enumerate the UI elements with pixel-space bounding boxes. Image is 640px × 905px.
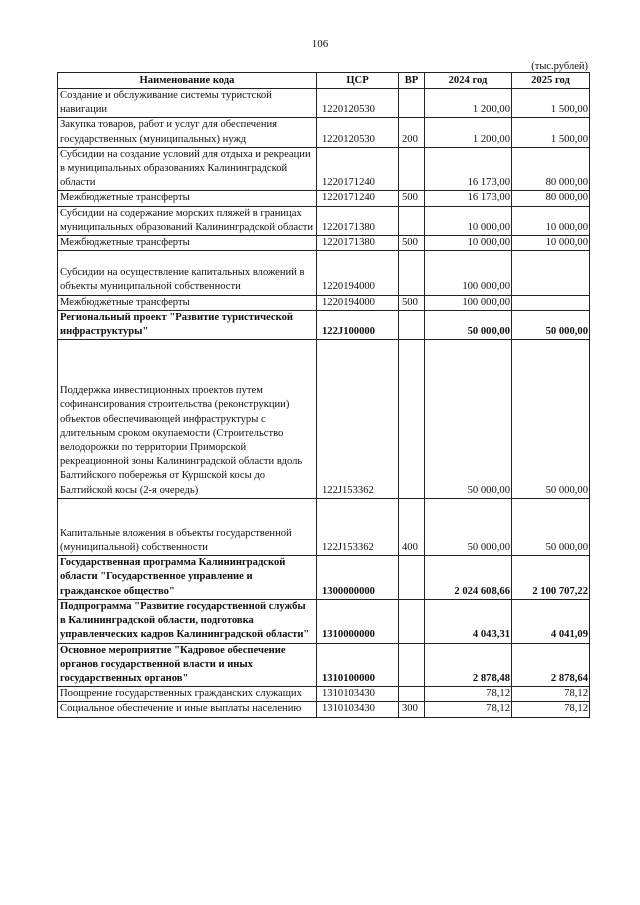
row-code: 1220194000 <box>317 251 399 295</box>
row-value-2024: 16 173,00 <box>425 147 512 191</box>
row-code: 1220171240 <box>317 191 399 206</box>
row-value-2025: 80 000,00 <box>512 191 590 206</box>
row-value-2024: 2 024 608,66 <box>425 556 512 600</box>
row-value-2024: 2 878,48 <box>425 643 512 687</box>
table-row <box>58 340 590 499</box>
table-row <box>58 702 590 717</box>
row-code: 122J153362 <box>317 340 399 499</box>
row-name: Социальное обеспечение и иные выплаты населению <box>58 702 317 717</box>
row-name: Создание и обслуживание системы туристской навигации <box>58 89 317 118</box>
row-name: Региональный проект "Развитие туристической инфраструктуры" <box>58 310 317 339</box>
row-value-2025: 2 100 707,22 <box>512 556 590 600</box>
row-value-2024: 78,12 <box>425 687 512 702</box>
table-row <box>58 687 590 702</box>
row-code: 1220171240 <box>317 147 399 191</box>
row-vr <box>399 251 425 295</box>
row-name: Поддержка инвестиционных проектов путем софинансирования строительства (реконструкции) объектов обеспечивающей инфраструктуры с длительным сроком окупаемости (Строительство велодорожки по территории Приморской рекреационной зоны Калининградской области вдоль Балтийского побережья от Куршской косы до Балтийской косы (2-я очередь) <box>58 340 317 499</box>
row-code: 1220171380 <box>317 236 399 251</box>
table-row <box>58 643 590 687</box>
row-value-2024: 4 043,31 <box>425 599 512 643</box>
row-value-2025: 50 000,00 <box>512 310 590 339</box>
table-body <box>58 89 590 718</box>
row-value-2025: 78,12 <box>512 702 590 717</box>
row-value-2025: 50 000,00 <box>512 340 590 499</box>
table-row <box>58 118 590 147</box>
header-vr: ВР <box>399 73 425 89</box>
row-value-2024: 1 200,00 <box>425 118 512 147</box>
row-value-2025: 78,12 <box>512 687 590 702</box>
row-value-2024: 10 000,00 <box>425 206 512 235</box>
row-name: Межбюджетные трансферты <box>58 236 317 251</box>
row-value-2024: 78,12 <box>425 702 512 717</box>
table-row <box>58 191 590 206</box>
row-name: Подпрограмма "Развитие государственной службы в Калининградской области, подготовка управленческих кадров Калининградской области" <box>58 599 317 643</box>
row-name: Поощрение государственных гражданских служащих <box>58 687 317 702</box>
row-value-2024: 100 000,00 <box>425 295 512 310</box>
row-code: 122J100000 <box>317 310 399 339</box>
row-vr <box>399 147 425 191</box>
row-name: Капитальные вложения в объекты государственной (муниципальной) собственности <box>58 498 317 555</box>
table-row <box>58 206 590 235</box>
table-row <box>58 236 590 251</box>
row-value-2025: 1 500,00 <box>512 89 590 118</box>
row-vr <box>399 556 425 600</box>
row-vr <box>399 643 425 687</box>
row-name: Субсидии на содержание морских пляжей в границах муниципальных образований Калининградской области <box>58 206 317 235</box>
page-number: 106 <box>311 38 329 50</box>
row-vr: 500 <box>399 295 425 310</box>
row-name: Закупка товаров, работ и услуг для обеспечения государственных (муниципальных) нужд <box>58 118 317 147</box>
row-value-2025: 10 000,00 <box>512 236 590 251</box>
table-row <box>58 147 590 191</box>
row-name: Субсидии на осуществление капитальных вложений в объекты муниципальной собственности <box>58 251 317 295</box>
table-header-row <box>58 73 590 89</box>
row-value-2025: 2 878,64 <box>512 643 590 687</box>
row-vr <box>399 687 425 702</box>
row-name: Межбюджетные трансферты <box>58 191 317 206</box>
row-vr <box>399 340 425 499</box>
row-code: 122J153362 <box>317 498 399 555</box>
row-vr: 200 <box>399 118 425 147</box>
row-value-2024: 50 000,00 <box>425 498 512 555</box>
row-value-2024: 16 173,00 <box>425 191 512 206</box>
row-name: Межбюджетные трансферты <box>58 295 317 310</box>
row-vr <box>399 310 425 339</box>
header-name: Наименование кода <box>58 73 317 89</box>
row-name: Субсидии на создание условий для отдыха и рекреации в муниципальных образованиях Калининградской области <box>58 147 317 191</box>
row-value-2025: 4 041,09 <box>512 599 590 643</box>
table-row <box>58 310 590 339</box>
row-code: 1220120530 <box>317 118 399 147</box>
row-name: Государственная программа Калининградской области "Государственное управление и гражданское общество" <box>58 556 317 600</box>
row-vr: 400 <box>399 498 425 555</box>
row-vr <box>399 599 425 643</box>
row-vr: 500 <box>399 236 425 251</box>
row-value-2024: 100 000,00 <box>425 251 512 295</box>
row-value-2025 <box>512 251 590 295</box>
table-row <box>58 89 590 118</box>
row-code: 1300000000 <box>317 556 399 600</box>
row-value-2024: 50 000,00 <box>425 340 512 499</box>
row-code: 1220194000 <box>317 295 399 310</box>
row-value-2025: 80 000,00 <box>512 147 590 191</box>
budget-table <box>57 72 590 718</box>
header-2025: 2025 год <box>512 73 590 89</box>
row-code: 1220120530 <box>317 89 399 118</box>
header-code: ЦСР <box>317 73 399 89</box>
table-row <box>58 251 590 295</box>
row-vr: 300 <box>399 702 425 717</box>
row-vr: 500 <box>399 191 425 206</box>
row-vr <box>399 206 425 235</box>
row-value-2025: 50 000,00 <box>512 498 590 555</box>
table-row <box>58 556 590 600</box>
table-row <box>58 498 590 555</box>
row-code: 1310000000 <box>317 599 399 643</box>
row-vr <box>399 89 425 118</box>
table-row <box>58 599 590 643</box>
row-value-2024: 50 000,00 <box>425 310 512 339</box>
row-value-2025: 10 000,00 <box>512 206 590 235</box>
row-code: 1310103430 <box>317 702 399 717</box>
header-2024: 2024 год <box>425 73 512 89</box>
row-value-2024: 10 000,00 <box>425 236 512 251</box>
row-value-2025: 1 500,00 <box>512 118 590 147</box>
row-code: 1310103430 <box>317 687 399 702</box>
row-name: Основное мероприятие "Кадровое обеспечение органов государственной власти и иных государственных органов" <box>58 643 317 687</box>
row-code: 1220171380 <box>317 206 399 235</box>
row-value-2025 <box>512 295 590 310</box>
row-code: 1310100000 <box>317 643 399 687</box>
row-value-2024: 1 200,00 <box>425 89 512 118</box>
units-label: (тыс.рублей) <box>531 61 588 72</box>
table-row <box>58 295 590 310</box>
